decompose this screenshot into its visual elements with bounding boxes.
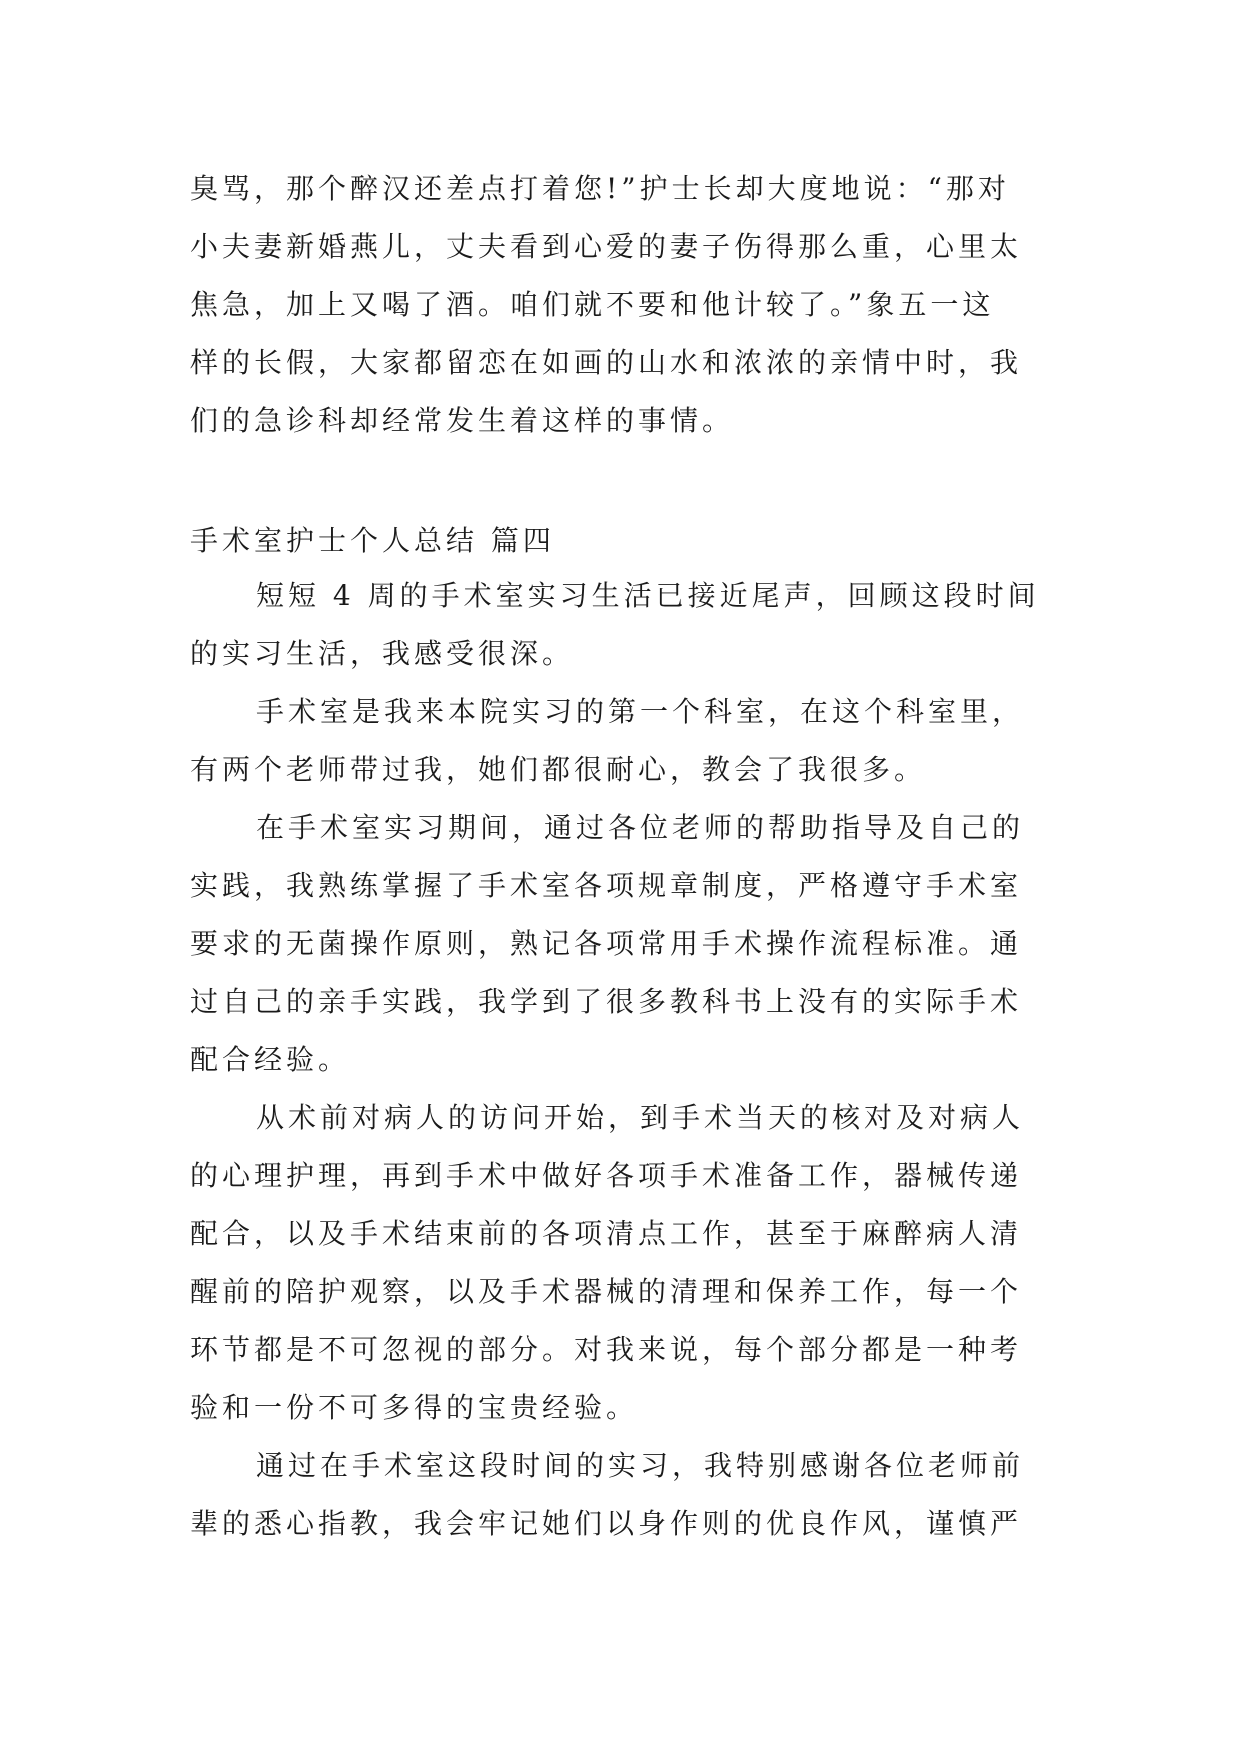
text-line: 样的长假，大家都留恋在如画的山水和浓浓的亲情中时，我 [190, 346, 1023, 379]
section-heading-block [190, 512, 1050, 570]
paragraph-1-line: 短短 4 周的手术室实习生活已接近尾声，回顾这段时间 [256, 579, 1040, 612]
paragraph-3-line: 要求的无菌操作原则，熟记各项常用手术操作流程标准。通 [190, 927, 1023, 960]
paragraph-3-line: 在手术室实习期间，通过各位老师的帮助指导及自己的 [256, 811, 1025, 844]
paragraph-3-line: 实践，我熟练掌握了手术室各项规章制度，严格遵守手术室 [190, 869, 1023, 902]
paragraph-4-line: 从术前对病人的访问开始，到手术当天的核对及对病人 [256, 1101, 1025, 1134]
paragraph-4-line: 的心理护理，再到手术中做好各项手术准备工作，器械传递 [190, 1159, 1023, 1192]
paragraph-4-line: 验和一份不可多得的宝贵经验。 [190, 1391, 639, 1424]
paragraph-1-line: 的实习生活，我感受很深。 [190, 637, 575, 670]
paragraph-4-line: 配合，以及手术结束前的各项清点工作，甚至于麻醉病人清 [190, 1217, 1023, 1250]
text-line: 小夫妻新婚燕儿，丈夫看到心爱的妻子伤得那么重，心里太 [190, 230, 1023, 263]
paragraph-4-line: 醒前的陪护观察，以及手术器械的清理和保养工作，每一个 [190, 1275, 1023, 1308]
paragraph-4-line: 环节都是不可忽视的部分。对我来说，每个部分都是一种考 [190, 1333, 1023, 1366]
paragraph-3-line: 配合经验。 [190, 1043, 351, 1076]
paragraph-5-line: 辈的悉心指教，我会牢记她们以身作则的优良作风，谨慎严 [190, 1507, 1023, 1540]
paragraph-2-line: 有两个老师带过我，她们都很耐心，教会了我很多。 [190, 753, 927, 786]
section-heading: 手术室护士个人总结 篇四 [190, 524, 555, 557]
text-line: 臭骂，那个醉汉还差点打着您!”护士长却大度地说：“那对 [190, 172, 1010, 205]
paragraph-2-line: 手术室是我来本院实习的第一个科室，在这个科室里， [256, 695, 1025, 728]
text-line: 焦急，加上又喝了酒。咱们就不要和他计较了。”象五一这 [190, 288, 995, 321]
intro-paragraph [190, 160, 1050, 450]
body-text [190, 567, 1050, 1553]
paragraph-3-line: 过自己的亲手实践，我学到了很多教科书上没有的实际手术 [190, 985, 1023, 1018]
paragraph-5-line: 通过在手术室这段时间的实习，我特别感谢各位老师前 [256, 1449, 1025, 1482]
text-line: 们的急诊科却经常发生着这样的事情。 [190, 404, 735, 437]
